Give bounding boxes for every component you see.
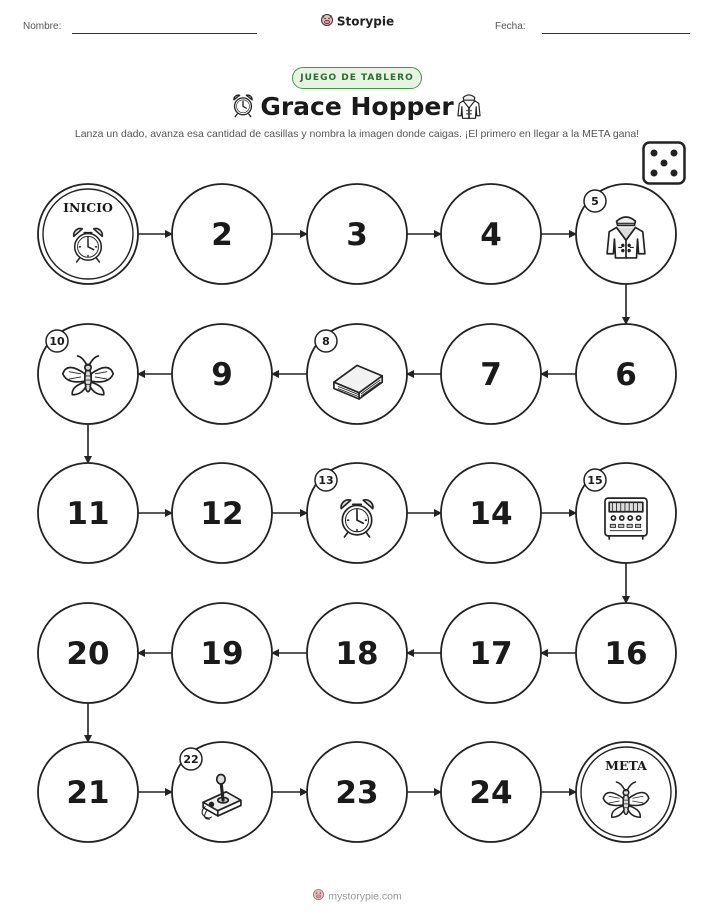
square-number: 4 — [480, 217, 502, 253]
board-square-4 — [441, 184, 541, 284]
board-square-22 — [172, 742, 272, 842]
square-number: 13 — [318, 474, 334, 487]
board-square-25 — [576, 742, 676, 842]
brand-name: Storypie — [336, 14, 395, 29]
square-number: 5 — [591, 195, 599, 208]
start-label: INICIO — [63, 200, 113, 215]
square-number: 24 — [469, 775, 513, 811]
board-square-2 — [172, 184, 272, 284]
square-number: 8 — [322, 335, 330, 348]
board-square-12 — [172, 463, 272, 563]
board-square-3 — [307, 184, 407, 284]
board-square-5 — [576, 184, 676, 284]
square-number: 22 — [183, 753, 199, 766]
square-number: 23 — [335, 775, 379, 811]
board-square-1 — [38, 184, 138, 284]
square-number: 9 — [211, 357, 233, 393]
board-square-9 — [172, 324, 272, 424]
square-number: 6 — [615, 357, 637, 393]
board-square-8 — [307, 324, 407, 424]
board-square-13 — [307, 463, 407, 563]
name-label: Nombre: — [23, 21, 62, 32]
square-number: 15 — [587, 474, 603, 487]
square-number: 14 — [469, 496, 513, 532]
board-square-17 — [441, 603, 541, 703]
square-number: 18 — [335, 636, 379, 672]
square-number: 7 — [480, 357, 502, 393]
square-number: 16 — [604, 636, 648, 672]
board-square-10 — [38, 324, 138, 424]
page-title: Grace Hopper — [260, 92, 454, 121]
board-square-18 — [307, 603, 407, 703]
board-square-6 — [576, 324, 676, 424]
square-number: 3 — [346, 217, 368, 253]
square-number: 2 — [211, 217, 233, 253]
square-number: 10 — [49, 335, 65, 348]
square-number: 12 — [200, 496, 244, 532]
square-number: 20 — [66, 636, 110, 672]
board-square-11 — [38, 463, 138, 563]
game-type-badge: JUEGO DE TABLERO — [292, 67, 422, 89]
board-square-23 — [307, 742, 407, 842]
board-square-19 — [172, 603, 272, 703]
footer-url: mystorypie.com — [328, 890, 402, 903]
board-square-20 — [38, 603, 138, 703]
date-label: Fecha: — [495, 21, 526, 32]
computer-panel-icon — [605, 498, 647, 539]
board-square-15 — [576, 463, 676, 563]
finish-label: META — [605, 758, 647, 773]
board-square-16 — [576, 603, 676, 703]
square-number: 17 — [469, 636, 513, 672]
square-number: 21 — [66, 775, 110, 811]
board-square-14 — [441, 463, 541, 563]
square-number: 11 — [66, 496, 110, 532]
square-number: 19 — [200, 636, 244, 672]
board-square-24 — [441, 742, 541, 842]
footer — [0, 888, 714, 905]
board-square-7 — [441, 324, 541, 424]
pig-mascot-icon — [312, 888, 325, 905]
instructions: Lanza un dado, avanza esa cantidad de casillas y nombra la imagen donde caigas. ¡El primero en llegar a la META gana! — [74, 128, 640, 140]
board-square-21 — [38, 742, 138, 842]
